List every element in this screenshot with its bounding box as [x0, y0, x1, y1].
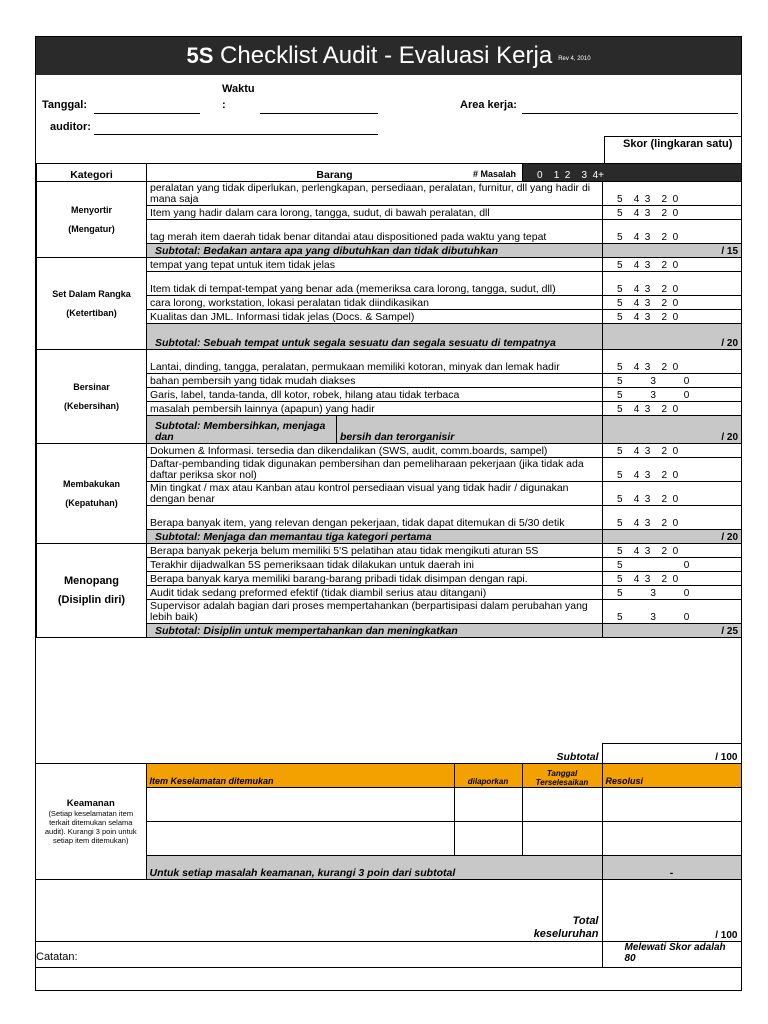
category-name: Bersinar [73, 381, 110, 392]
subtotal-total-max: / 100 [602, 744, 741, 764]
checklist-row [37, 444, 742, 458]
score-options[interactable]: 5 3 0 [603, 388, 742, 402]
item-text: Lantai, dinding, tangga, peralatan, permukaan memiliki kotoran, minyak dan lemak hadir [147, 350, 603, 374]
audit-sheet [35, 36, 742, 991]
category-cell [37, 258, 147, 350]
category-name: Set Dalam Rangka [52, 288, 131, 299]
subtotal-label-cont: bersih dan terorganisir [337, 416, 603, 444]
score-options[interactable]: 5 4 3 2 0 [603, 220, 742, 244]
item-text: Berapa banyak karya memiliki barang-barang pribadi tidak disimpan dengan rapi. [147, 572, 603, 586]
category-subname: (Kebersihan) [63, 400, 119, 411]
item-text: Terakhir dijadwalkan 5S pemeriksaan tidak dilakukan untuk daerah ini [147, 558, 603, 572]
score-options[interactable]: 5 3 0 [603, 586, 742, 600]
checklist-row [37, 350, 742, 374]
score-options[interactable]: 5 4 3 2 0 [603, 482, 742, 506]
safety-reported-cell[interactable] [454, 788, 522, 822]
tanggal-field[interactable] [94, 113, 200, 114]
category-name: Membakukan [62, 478, 121, 489]
score-options[interactable]: 5 4 3 2 0 [603, 206, 742, 220]
safety-item-cell[interactable] [146, 788, 454, 822]
checklist-row [37, 182, 742, 206]
title-bar [36, 37, 741, 75]
safety-table [36, 743, 742, 968]
checklist-row [37, 258, 742, 272]
item-text: Item yang hadir dalam cara lorong, tangga, sudut, di bawah peralatan, dll [147, 206, 603, 220]
subtotal-label: Subtotal: Bedakan antara apa yang dibutuhkan dan tidak dibutuhkan [147, 244, 603, 258]
safety-reported-cell[interactable] [454, 822, 522, 856]
item-text: Berapa banyak pekerja belum memiliki 5'S pelatihan atau tidak mengikuti aturan 5S [147, 544, 603, 558]
notes-label: Catatan: [36, 951, 78, 963]
item-text: peralatan yang tidak diperlukan, perlengkapan, persediaan, peralatan, furnitur, dll yang hadir di mana saja [147, 182, 603, 206]
auditor-field[interactable] [94, 134, 378, 135]
score-options[interactable]: 5 4 3 2 0 [603, 296, 742, 310]
safety-date-cell[interactable] [522, 822, 602, 856]
subtotal-label: Subtotal: Menjaga dan memantau tiga kategori pertama [147, 530, 603, 544]
safety-footer: Untuk setiap masalah keamanan, kurangi 3 poin dari subtotal [146, 856, 602, 880]
category-subname: (Kepatuhan) [65, 497, 118, 508]
safety-title: Keamanan [66, 798, 115, 809]
total-max: / 100 [602, 880, 741, 942]
safety-item-cell[interactable] [146, 822, 454, 856]
item-text: masalah pembersih lainnya (apapun) yang hadir [147, 402, 603, 416]
category-subname: (Ketertiban) [66, 307, 117, 318]
score-options[interactable]: 5 4 3 2 0 [603, 272, 742, 296]
subtotal-label: Subtotal: Sebuah tempat untuk segala sesuatu dan segala sesuatu di tempatnya [147, 324, 603, 350]
col-barang-label: Barang [316, 169, 353, 181]
checklist-row [37, 544, 742, 558]
safety-resolution-cell[interactable] [602, 788, 741, 822]
waktu-field[interactable] [260, 113, 378, 114]
score-options[interactable]: 5 4 3 2 0 [603, 444, 742, 458]
category-subname: (Disiplin diri) [57, 593, 126, 606]
auditor-label: auditor: [50, 121, 91, 133]
area-label: Area kerja: [460, 99, 517, 111]
pass-note: Melewati Skor adalah 80 [602, 942, 741, 968]
item-text: Kualitas dan JML. Informasi tidak jelas (Docs. & Sampel) [147, 310, 603, 324]
item-text: Garis, label, tanda-tanda, dll kotor, robek, hilang atau tidak terbaca [147, 388, 603, 402]
item-text: bahan pembersih yang tidak mudah diakses [147, 374, 603, 388]
subtotal-max: / 20 [603, 416, 742, 444]
score-options[interactable]: 5 4 3 2 0 [603, 350, 742, 374]
subtotal-max: / 20 [603, 324, 742, 350]
item-text: Berapa banyak item, yang relevan dengan pekerjaan, tidak dapat ditemukan di 5/30 detik [147, 506, 603, 530]
safety-col-date: Tanggal Terselesaikan [522, 764, 602, 788]
score-scale: 0 1 2 3 4+ [523, 164, 742, 182]
score-options[interactable]: 5 4 3 2 0 [603, 458, 742, 482]
title-main: Checklist Audit - Evaluasi Kerja [213, 42, 553, 69]
category-subname: (Mengatur) [68, 223, 115, 234]
subtotal-max: / 20 [603, 530, 742, 544]
safety-minus: - [602, 856, 741, 880]
col-kategori: Kategori [37, 164, 147, 182]
category-cell [37, 444, 147, 544]
item-text: Daftar-pembanding tidak digunakan pembersihan dan pemeliharaan pekerjaan (jika tidak ada daftar periksa skor nol) [147, 458, 603, 482]
category-name: Menopang [64, 574, 119, 587]
category-cell [37, 182, 147, 258]
score-options[interactable]: 5 4 3 2 0 [603, 544, 742, 558]
title-5s: 5S [186, 43, 214, 68]
safety-note: (Setiap keselamatan item terkait ditemukan selama audit). Kurangi 3 poin untuk setiap item ditemukan) [44, 809, 137, 845]
score-options[interactable]: 5 4 3 2 0 [603, 310, 742, 324]
waktu-label: Waktu [222, 83, 255, 95]
subtotal-label: Subtotal: Disiplin untuk mempertahankan dan meningkatkan [147, 624, 603, 638]
item-text: cara lorong, workstation, lokasi peralatan tidak diindikasikan [147, 296, 603, 310]
subtotal-label: Subtotal: Membersihkan, menjaga dan [147, 416, 337, 444]
category-cell [37, 544, 147, 638]
score-options[interactable]: 5 3 0 [603, 374, 742, 388]
category-cell [37, 350, 147, 444]
score-options[interactable]: 5 4 3 2 0 [603, 402, 742, 416]
category-name: Menyortir [70, 204, 112, 215]
score-options[interactable]: 5 3 0 [603, 600, 742, 624]
checklist-table [36, 163, 742, 638]
score-options[interactable]: 5 4 3 2 0 [603, 506, 742, 530]
subtotal-max: / 15 [603, 244, 742, 258]
item-text: Dokumen & Informasi. tersedia dan dikendalikan (SWS, audit, comm.boards, sampel) [147, 444, 603, 458]
safety-date-cell[interactable] [522, 788, 602, 822]
item-text: Item tidak di tempat-tempat yang benar ada (memeriksa cara lorong, tangga, sudut, dll) [147, 272, 603, 296]
score-options[interactable]: 5 0 [603, 558, 742, 572]
score-options[interactable]: 5 4 3 2 0 [603, 182, 742, 206]
skor-header: Skor (lingkaran satu) [604, 136, 742, 163]
item-text: Min tingkat / max atau Kanban atau kontrol persediaan visual yang tidak hadir / digunakan dengan benar [147, 482, 603, 506]
safety-col-item: Item Keselamatan ditemukan [146, 764, 454, 788]
safety-resolution-cell[interactable] [602, 822, 741, 856]
revision-label: Rev 4, 2010 [558, 55, 591, 62]
subtotal-max: / 25 [603, 624, 742, 638]
total-label: Total keseluruhan [533, 915, 599, 940]
item-text: Audit tidak sedang preformed efektif (tidak diambil serius atau ditangani) [147, 586, 603, 600]
safety-col-reported: dilaporkan [454, 764, 522, 788]
score-options[interactable]: 5 4 3 2 0 [603, 572, 742, 586]
subtotal-total-label: Subtotal [522, 744, 602, 764]
item-text: Supervisor adalah bagian dari proses mempertahankan (berpartisipasi dalam perubahan yang lebih baik) [147, 600, 603, 624]
tanggal-label: Tanggal: [42, 99, 88, 111]
col-masalah: # Masalah [472, 169, 517, 179]
col-barang [147, 164, 523, 182]
area-field[interactable] [522, 113, 738, 114]
item-text: tag merah item daerah tidak benar ditandai atau dispositioned pada waktu yang tepat [147, 220, 603, 244]
safety-col-resolution: Resolusi [602, 764, 741, 788]
score-options[interactable]: 5 4 3 2 0 [603, 258, 742, 272]
item-text: tempat yang tepat untuk item tidak jelas [147, 258, 603, 272]
waktu-colon: : [222, 99, 226, 111]
